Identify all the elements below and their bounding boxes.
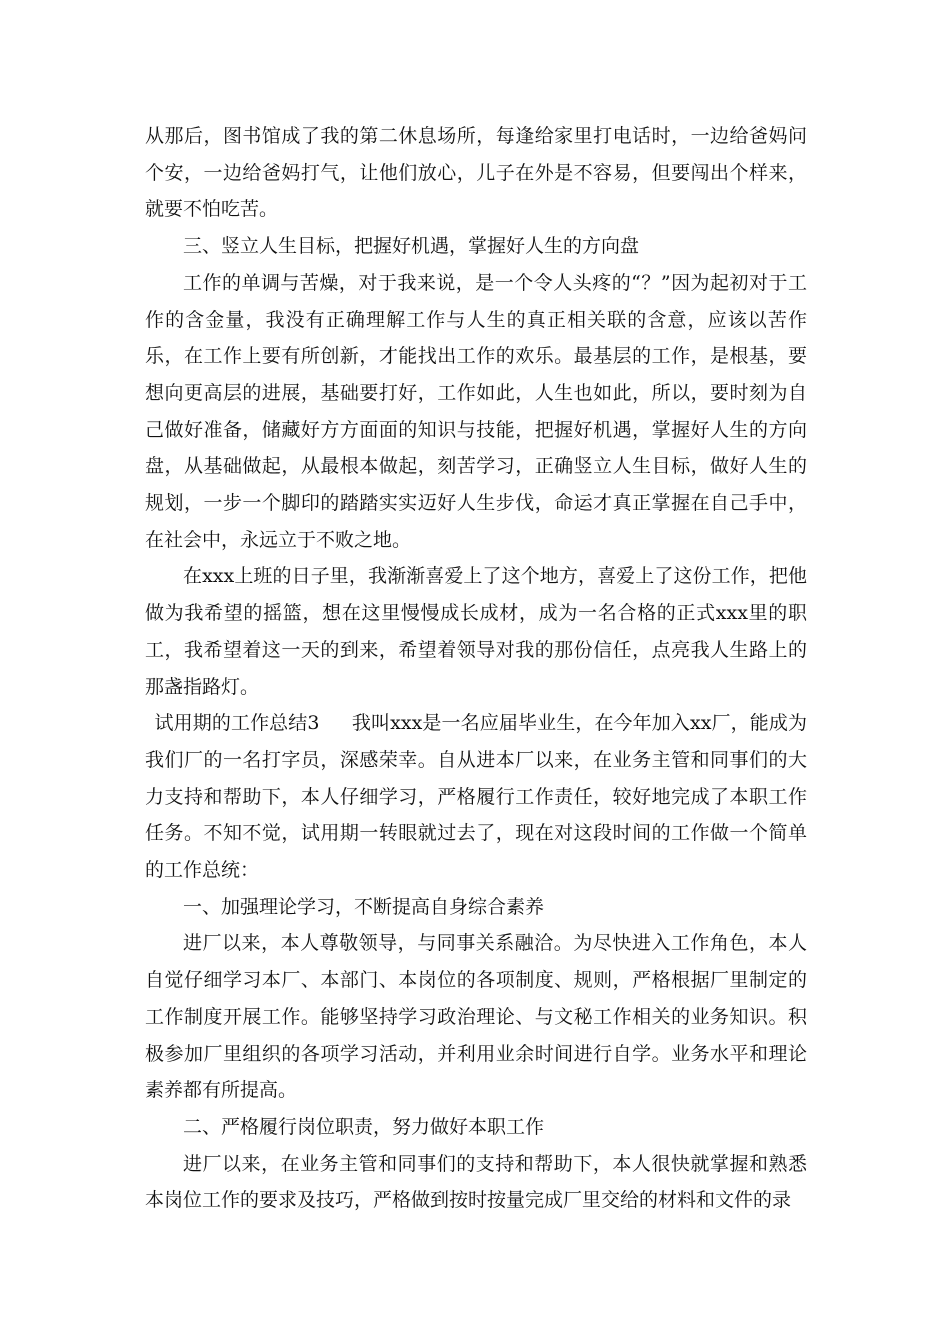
summary-title: 试用期的工作总结3	[154, 712, 320, 735]
paragraph-learning: 进厂以来，本人尊敬领导，与同事关系融洽。为尽快进入工作角色，本人自觉仔细学习本厂、本部门、本岗位的各项制度、规则，严格根据厂里制定的工作制度开展工作。能够坚持学习政治理论、与文秘工作相关的业务知识。积极参加厂里组织的各项学习活动，并利用业余时间进行自学。业务水平和理论素养都有所提高。	[145, 932, 807, 1102]
paragraph-work-philosophy: 工作的单调与苦燥，对于我来说，是一个令人头疼的“？”因为起初对于工作的含金量，我没有正确理解工作与人生的真正相关联的含意，应该以苦作乐，在工作上要有所创新，才能找出工作的欢乐。最基层的工作，是根基，要想向更高层的进展，基础要打好，工作如此，人生也如此，所以，要时刻为自己做好准备，储藏好方方面面的知识与技能，把握好机遇，掌握好人生的方向盘，从基础做起，从最根本做起，刻苦学习，正确竖立人生目标，做好人生的规划，一步一个脚印的踏踏实实迈好人生步伐，命运才真正掌握在自己手中，在社会中，永远立于不败之地。	[145, 271, 807, 551]
section-heading-one: 一、加强理论学习，不断提高自身综合素养	[183, 895, 545, 918]
document-body	[145, 118, 807, 1219]
section-heading-three: 三、竖立人生目标，把握好机遇，掌握好人生的方向盘	[183, 235, 640, 258]
summary-intro-text: 我叫xxx是一名应届毕业生，在今年加入xx厂，能成为我们厂的一名打字员，深感荣幸。自从进本厂以来，在业务主管和同事们的大力支持和帮助下，本人仔细学习，严格履行工作责任，较好地完成了本职工作任务。不知不觉，试用期一转眼就过去了，现在对这段时间的工作做一个简单的工作总统：	[145, 712, 808, 882]
paragraph-hope: 在xxx上班的日子里，我渐渐喜爱上了这个地方，喜爱上了这份工作，把他做为我希望的摇篮，想在这里慢慢成长成材，成为一名合格的正式xxx里的职工，我希望着这一天的到来，希望着领导对我的那份信任，点亮我人生路上的那盏指路灯。	[145, 565, 807, 698]
paragraph-library: 从那后，图书馆成了我的第二休息场所，每逢给家里打电话时，一边给爸妈问个安，一边给爸妈打气，让他们放心，儿子在外是不容易，但要闯出个样来，就要不怕吃苦。	[145, 125, 807, 221]
section-heading-two: 二、严格履行岗位职责，努力做好本职工作	[183, 1115, 545, 1138]
summary-three-paragraph	[145, 705, 807, 889]
paragraph-duties: 进厂以来，在业务主管和同事们的支持和帮助下，本人很快就掌握和熟悉本岗位工作的要求及技巧，严格做到按时按量完成厂里交给的材料和文件的录	[145, 1152, 807, 1212]
